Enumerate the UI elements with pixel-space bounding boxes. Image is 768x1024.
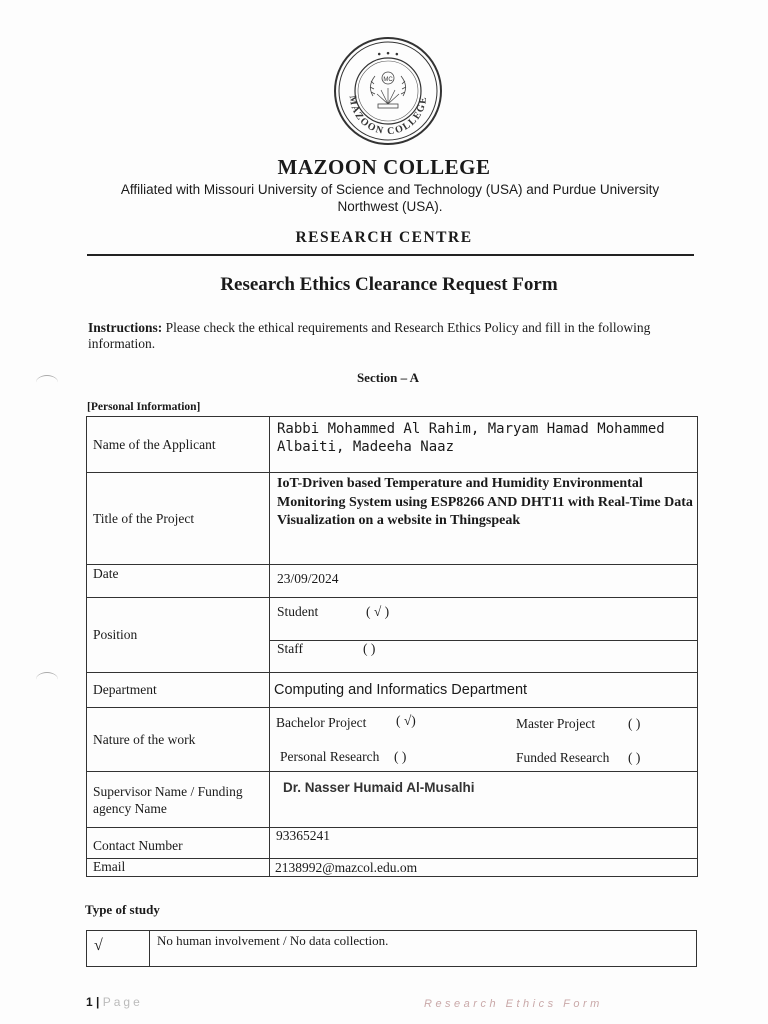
research-centre-heading: RESEARCH CENTRE (295, 229, 473, 246)
page-number (86, 995, 143, 1009)
personal-research-label: Personal Research (280, 749, 380, 764)
department-value[interactable]: Computing and Informatics Department (274, 682, 528, 698)
date-label: Date (93, 566, 119, 581)
staff-label: Staff (277, 641, 303, 656)
table-row (87, 828, 698, 859)
header-divider (87, 254, 694, 256)
instructions-label: Instructions: (88, 320, 163, 335)
table-row (87, 673, 698, 708)
applicant-value[interactable]: Rabbi Mohammed Al Rahim, Maryam Hamad Mohammed Albaiti, Madeeha Naaz (277, 421, 665, 455)
instructions (88, 320, 688, 352)
email-value[interactable]: 2138992@mazcol.edu.om (275, 860, 418, 875)
position-staff[interactable] (270, 641, 697, 657)
master-label: Master Project (516, 716, 596, 731)
contact-label: Contact Number (93, 838, 183, 853)
applicant-label: Name of the Applicant (93, 436, 216, 452)
position-student[interactable] (270, 598, 697, 620)
table-row (87, 931, 697, 967)
table-row (87, 859, 698, 877)
personal-research-checkbox[interactable]: ( ) (394, 749, 407, 764)
affiliation: Affiliated with Missouri University of Science and Technology (USA) and Purdue University Northwest (USA). (120, 182, 660, 214)
title-label: Title of the Project (93, 510, 195, 526)
supervisor-label: Supervisor Name / Funding agency Name (93, 783, 243, 816)
student-checkbox[interactable]: ( √ ) (366, 604, 390, 619)
bachelor-label: Bachelor Project (276, 715, 367, 730)
title-value[interactable]: IoT-Driven based Temperature and Humidity Environmental Monitoring System using ESP8266 AND DHT11 with Real-Time Data Visualization on a website in Thingspeak (277, 476, 693, 528)
type-of-study-label: Type of study (85, 902, 160, 917)
personal-info-label: [Personal Information] (87, 401, 201, 413)
study-checkbox[interactable]: √ (94, 937, 103, 954)
scan-artifact (36, 672, 58, 687)
college-seal-icon (333, 36, 443, 146)
contact-value[interactable]: 93365241 (276, 828, 330, 843)
funded-research-checkbox[interactable]: ( ) (628, 750, 641, 765)
svg-text:MAZOON COLLEGE: MAZOON COLLEGE (346, 94, 430, 138)
table-row (87, 708, 698, 772)
position-label: Position (93, 627, 138, 642)
footer-form-name: Research Ethics Form (424, 998, 603, 1010)
table-row (87, 565, 698, 598)
section-title: Section – A (356, 370, 420, 385)
college-name: MAZOON COLLEGE (277, 155, 491, 179)
nature-label: Nature of the work (93, 731, 196, 747)
staff-checkbox[interactable]: ( ) (363, 641, 376, 656)
svg-text:MC: MC (383, 77, 393, 83)
table-row (87, 473, 698, 565)
master-checkbox[interactable]: ( ) (628, 716, 641, 731)
form-title: Research Ethics Clearance Request Form (220, 274, 558, 295)
instructions-text: Please check the ethical requirements and Research Ethics Policy and fill in the following information. (88, 320, 651, 351)
student-label: Student (277, 604, 319, 619)
funded-research-label: Funded Research (516, 750, 610, 765)
supervisor-value[interactable]: Dr. Nasser Humaid Al-Musalhi (283, 780, 475, 795)
type-of-study-table (86, 930, 697, 967)
page-number-value: 1 | (86, 995, 100, 1009)
email-label: Email (93, 859, 126, 874)
page-word: Page (102, 995, 143, 1009)
bachelor-checkbox[interactable]: ( √) (396, 713, 416, 728)
svg-text:• • •: • • • (375, 49, 401, 61)
department-label: Department (93, 682, 157, 697)
table-row (87, 772, 698, 828)
table-row (87, 598, 698, 641)
table-row (87, 417, 698, 473)
date-value[interactable]: 23/09/2024 (277, 571, 339, 586)
study-option-text: No human involvement / No data collection. (157, 933, 389, 948)
personal-info-table (86, 416, 698, 877)
